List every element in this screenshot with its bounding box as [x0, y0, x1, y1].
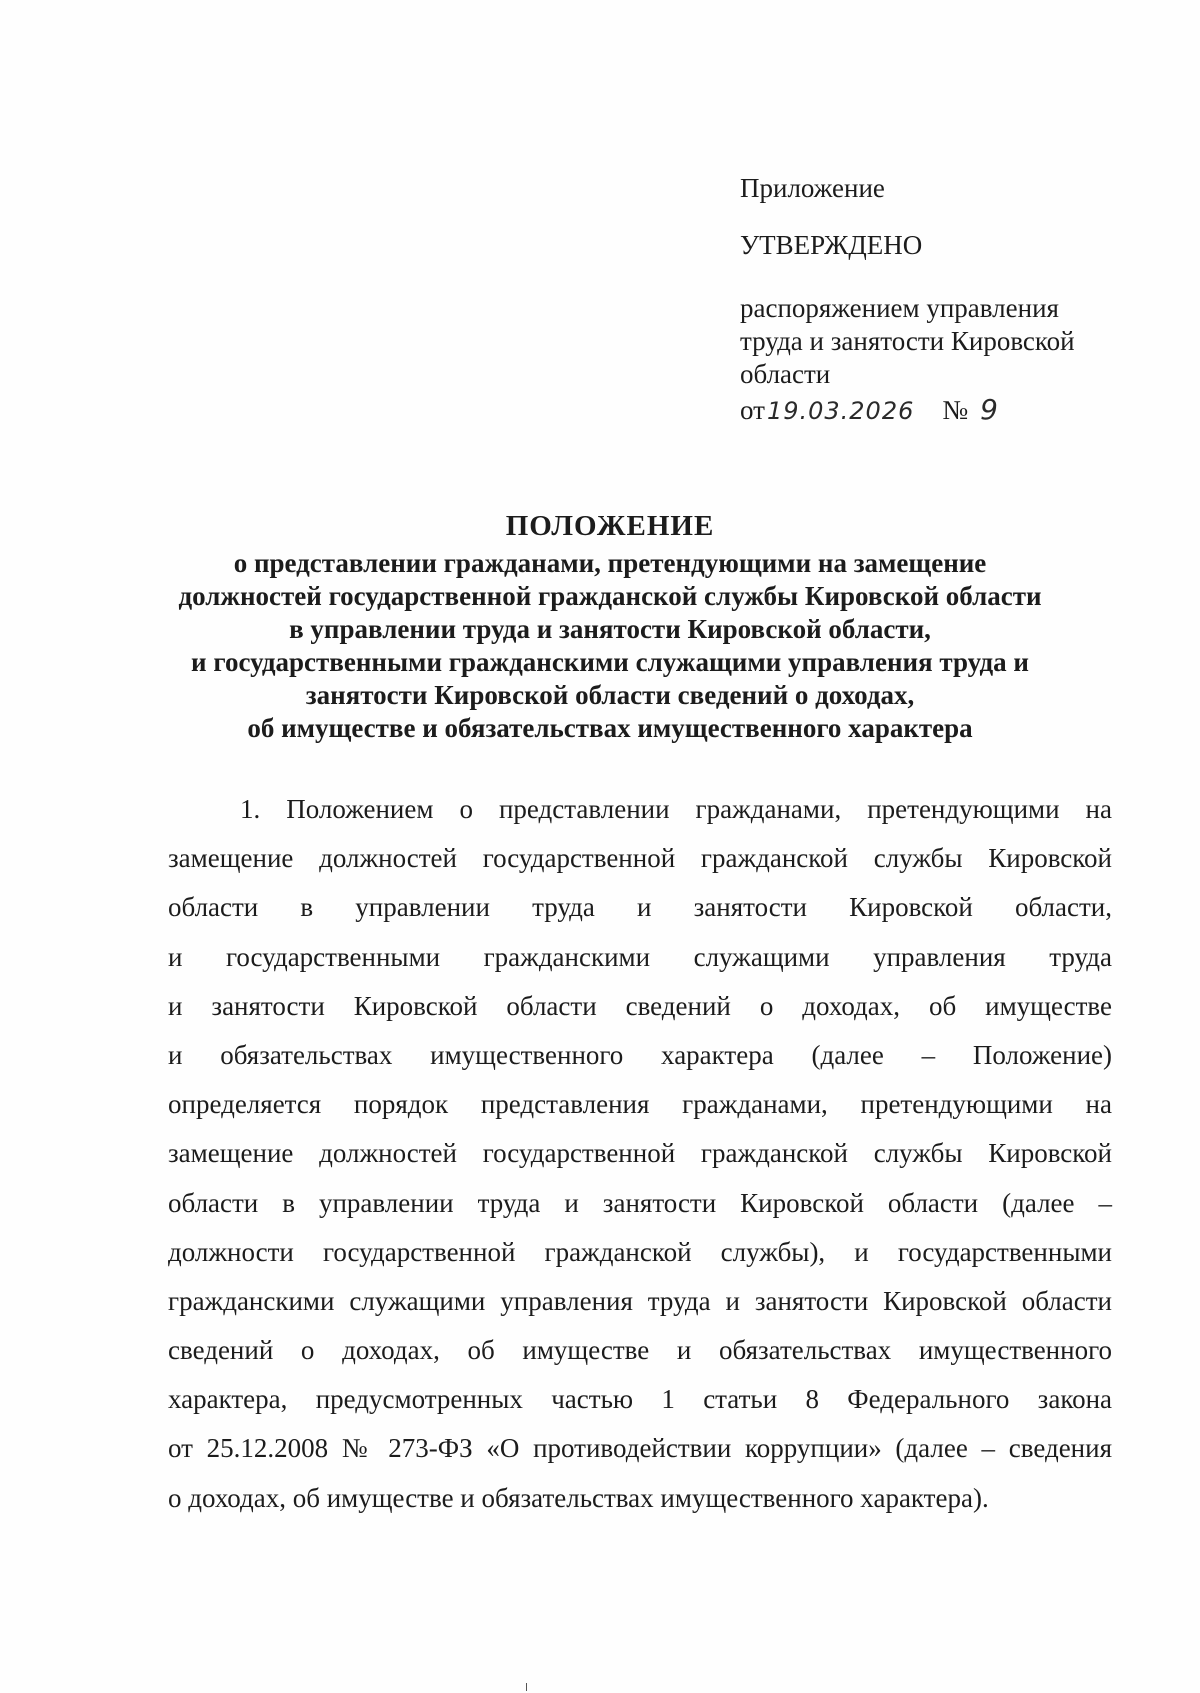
order-line: распоряжением управления — [740, 293, 1059, 323]
order-date-number — [740, 393, 1160, 428]
paragraph-1 — [168, 785, 1112, 1523]
paragraph-line: 1. Положением о представлении гражданами, претендующими на — [240, 794, 1112, 824]
subtitle-line: должностей государственной гражданской службы Кировской области — [178, 581, 1042, 611]
paragraph-line: и обязательствах имущественного характера (далее – Положение) — [168, 1039, 1112, 1070]
paragraph-line: замещение должностей государственной гражданской службы Кировской — [168, 843, 1112, 874]
document-title-block — [120, 510, 1100, 745]
subtitle-line: об имуществе и обязательствах имущественного характера — [247, 713, 973, 743]
order-reference — [740, 292, 1160, 391]
document-subtitle — [120, 547, 1100, 745]
paragraph-line: и занятости Кировской области сведений о доходах, об имуществе — [168, 990, 1112, 1021]
paragraph-line: замещение должностей государственной гражданской службы Кировской — [168, 1138, 1112, 1169]
paragraph-line: области в управлении труда и занятости Кировской области, — [168, 892, 1112, 923]
subtitle-line: о представлении гражданами, претендующими на замещение — [233, 548, 987, 578]
subtitle-line: и государственными гражданскими служащими управления труда и — [191, 647, 1029, 677]
paragraph-line: определяется порядок представления гражданами, претендующими на — [168, 1089, 1112, 1120]
paragraph-line: гражданскими служащими управления труда и занятости Кировской области — [168, 1285, 1112, 1316]
paragraph-line: от 25.12.2008 № 273-ФЗ «О противодействии коррупции» (далее – сведения — [168, 1433, 1112, 1464]
handwritten-number: 9 — [980, 393, 999, 426]
approved-label: УТВЕРЖДЕНО — [740, 230, 923, 260]
paragraph-line: сведений о доходах, об имуществе и обязательствах имущественного — [168, 1335, 1112, 1366]
paragraph-line: должности государственной гражданской службы), и государственными — [168, 1236, 1112, 1267]
paragraph-line: о доходах, об имуществе и обязательствах имущественного характера). — [168, 1482, 989, 1513]
number-sign: № — [942, 395, 969, 425]
subtitle-line: в управлении труда и занятости Кировской области, — [289, 614, 931, 644]
date-prefix: от — [740, 395, 765, 425]
handwritten-date: 19.03.2026 — [766, 397, 915, 425]
paragraph-line: и государственными гражданскими служащими управления труда — [168, 941, 1112, 972]
scan-mark — [526, 1683, 527, 1691]
appendix-label: Приложение — [740, 173, 885, 203]
document-title: ПОЛОЖЕНИЕ — [505, 510, 715, 542]
subtitle-line: занятости Кировской области сведений о доходах, — [305, 680, 915, 710]
approval-block — [740, 172, 1160, 428]
paragraph-line: области в управлении труда и занятости Кировской области (далее – — [168, 1187, 1112, 1218]
order-line: области — [740, 359, 831, 389]
paragraph-line: характера, предусмотренных частью 1 статьи 8 Федерального закона — [168, 1384, 1112, 1415]
order-line: труда и занятости Кировской — [740, 326, 1075, 356]
